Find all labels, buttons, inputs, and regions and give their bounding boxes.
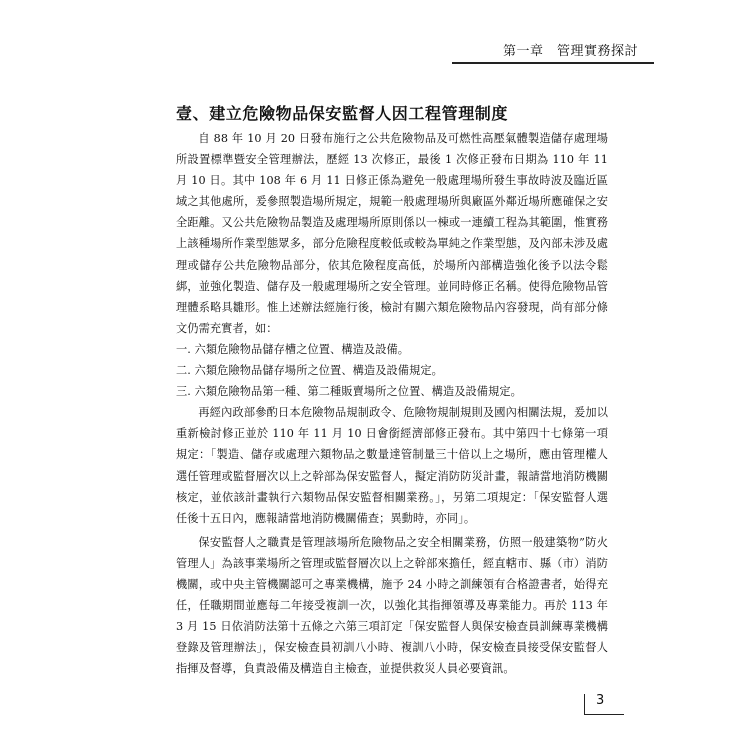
list-item-3: 三. 六類危險物品第一種、第二種販賣場所之位置、構造及設備規定。 [176,385,522,399]
header-rule [452,62,654,64]
paragraph-1: 自 88 年 10 月 20 日發布施行之公共危險物品及可燃性高壓氣體製造儲存處理場所設置標準暨安全管理辦法，歷經 13 次修正，最後 1 次修正發布日期為 110 年 11 月 10 日。其中 108 年 6 月 11 日修正係為避免一般處理場所發生事故時波及臨近區域之其他處所，爰參照製造場所規定，規範一般處理場所與廠區外鄰近場所應確保之安全距離。又公共危險物品製造及處理場所原則係以一棟或一連續工程為其範圍，惟實務上該種場所作業型態眾多，部分危險程度較低或較為單純之作業型態，及內部未涉及處理或儲存公共危險物品部分，依其危險程度高低，於場所內部構造強化後予以法令鬆綁，並強化製造、儲存及一般處理場所之安全管理。並同時修正名稱。使得危險物品管理體系略具雛形。惟上述辦法經施行後，檢討有關六類危險物品內容發現，尚有部分條文仍需充實者，如： [176,132,608,335]
running-header [0,38,750,64]
list-item-1: 一. 六類危險物品儲存槽之位置、構造及設備。 [176,342,410,356]
footer-rule-vertical [584,694,585,714]
paragraph-3: 保安監督人之職責是管理該場所危險物品之安全相關業務，仿照一般建築物”防火管理人」為該事業場所之管理或監督層次以上之幹部來擔任，經直轄市、縣（市）消防機關，或中央主管機關認可之專業機構，施予 24 小時之訓練領有合格證書者，始得充任，任職期間並應每二年接受複訓一次，以強化其指揮領導及專業能力。再於 113 年 3 月 15 日依消防法第十五條之六第三項訂定「保安監督人與保安檢查員訓練專業機構登錄及管理辦法」，保安檢查員初訓八小時、複訓八小時，保安檢查員接受保安監督人指揮及督導，負責設備及構造自主檢查，並提供救災人員必要資訊。 [176,535,608,676]
paragraph-2: 再經內政部參酌日本危險物品規制政令、危險物規制規則及國內相關法規，爰加以重新檢討修正並於 110 年 11 月 10 日會銜經濟部修正發布。其中第四十七條第一項規定：「製造、儲存或處理六類物品之數量達管制量三十倍以上之場所，應由管理權人選任管理或監督層次以上之幹部為保安監督人，擬定消防防災計畫，報請當地消防機關核定，並依該計畫執行六類物品保安監督相關業務。」，另第二項規定：「保安監督人選任後十五日內，應報請當地消防機關備查；異動時，亦同」。 [176,406,608,525]
chapter-title: 第一章 管理實務探討 [502,44,638,59]
section-heading: 壹、建立危險物品保安監督人因工程管理制度 [176,104,509,123]
list-item-2: 二. 六類危險物品儲存場所之位置、構造及設備規定。 [176,364,443,378]
footer-rule-horizontal [584,714,624,715]
body-text [176,128,608,679]
page-number: 3 [596,693,605,708]
